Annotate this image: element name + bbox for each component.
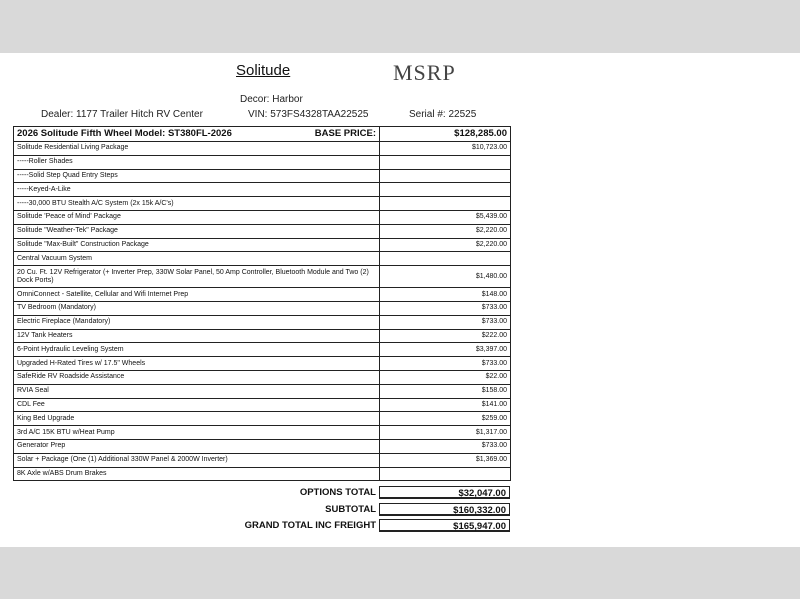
serial-label: Serial #: xyxy=(409,109,446,120)
option-price: $222.00 xyxy=(380,329,511,343)
option-row xyxy=(14,343,511,357)
option-row xyxy=(14,315,511,329)
option-row xyxy=(14,384,511,398)
option-row xyxy=(14,398,511,412)
option-row xyxy=(14,439,511,453)
option-row xyxy=(14,412,511,426)
option-description: RVIA Seal xyxy=(14,384,380,398)
base-price-label: BASE PRICE: xyxy=(314,128,376,139)
base-price: $128,285.00 xyxy=(380,127,511,142)
model-name: 2026 Solitude Fifth Wheel Model: ST380FL-2026 xyxy=(17,128,232,139)
option-description: -----Keyed-A-Like xyxy=(14,183,380,197)
option-price: $733.00 xyxy=(380,439,511,453)
option-price: $1,317.00 xyxy=(380,426,511,440)
option-row xyxy=(14,224,511,238)
option-description: Solitude "Max-Built" Construction Package xyxy=(14,238,380,252)
option-description: Electric Fireplace (Mandatory) xyxy=(14,315,380,329)
msrp-sheet xyxy=(0,53,800,547)
option-description: Solitude 'Peace of Mind' Package xyxy=(14,210,380,224)
option-price: $259.00 xyxy=(380,412,511,426)
option-price: $2,220.00 xyxy=(380,224,511,238)
option-row xyxy=(14,288,511,302)
option-row xyxy=(14,155,511,169)
option-description: 12V Tank Heaters xyxy=(14,329,380,343)
decor-line xyxy=(240,94,303,105)
option-description: 3rd A/C 15K BTU w/Heat Pump xyxy=(14,426,380,440)
option-row xyxy=(14,238,511,252)
option-price: $2,220.00 xyxy=(380,238,511,252)
decor-value: Harbor xyxy=(272,94,303,105)
option-row xyxy=(14,142,511,156)
options-total-value: $32,047.00 xyxy=(379,486,510,499)
option-price: $1,480.00 xyxy=(380,266,511,288)
option-price: $3,397.00 xyxy=(380,343,511,357)
vin-label: VIN: xyxy=(248,109,268,120)
option-row xyxy=(14,426,511,440)
grand-total-value: $165,947.00 xyxy=(379,519,510,532)
dealer-label: Dealer: xyxy=(41,109,74,120)
option-row xyxy=(14,370,511,384)
option-description: Solar + Package (One (1) Additional 330W Panel & 2000W Inverter) xyxy=(14,453,380,467)
option-row xyxy=(14,252,511,266)
grand-total-label: GRAND TOTAL INC FREIGHT xyxy=(244,520,376,531)
option-price: $733.00 xyxy=(380,315,511,329)
option-row xyxy=(14,467,511,481)
option-row xyxy=(14,210,511,224)
option-row xyxy=(14,357,511,371)
options-total-row xyxy=(13,486,511,500)
option-description: Central Vacuum System xyxy=(14,252,380,266)
subtotal-row xyxy=(13,503,511,517)
option-description: 8K Axle w/ABS Drum Brakes xyxy=(14,467,380,481)
option-description: CDL Fee xyxy=(14,398,380,412)
option-price xyxy=(380,197,511,211)
serial-value: 22525 xyxy=(448,109,477,120)
option-price xyxy=(380,169,511,183)
vin-value: 573FS4328TAA22525 xyxy=(270,109,369,120)
subtotal-value: $160,332.00 xyxy=(379,503,510,516)
option-row xyxy=(14,197,511,211)
option-description: OmniConnect - Satellite, Cellular and Wifi Internet Prep xyxy=(14,288,380,302)
document-type: MSRP xyxy=(393,60,456,85)
option-price: $733.00 xyxy=(380,301,511,315)
grand-total-row xyxy=(13,519,511,533)
logo-fragment xyxy=(180,53,350,57)
option-price: $10,723.00 xyxy=(380,142,511,156)
option-price xyxy=(380,155,511,169)
option-price xyxy=(380,467,511,481)
dealer-value: 1177 Trailer Hitch RV Center xyxy=(76,109,203,120)
option-description: 20 Cu. Ft. 12V Refrigerator (+ Inverter Prep, 330W Solar Panel, 50 Amp Controller, Bluetooth Module and Two (2) Dock Ports) xyxy=(14,266,380,288)
option-description: Solitude "Weather-Tek" Package xyxy=(14,224,380,238)
option-description: -----Roller Shades xyxy=(14,155,380,169)
option-description: -----30,000 BTU Stealth A/C System (2x 15k A/C's) xyxy=(14,197,380,211)
decor-label: Decor: xyxy=(240,94,270,105)
model-cell xyxy=(14,127,380,142)
option-row xyxy=(14,266,511,288)
option-row xyxy=(14,169,511,183)
option-price: $1,369.00 xyxy=(380,453,511,467)
options-table xyxy=(13,126,511,481)
option-row xyxy=(14,453,511,467)
option-description: SafeRide RV Roadside Assistance xyxy=(14,370,380,384)
option-description: Generator Prep xyxy=(14,439,380,453)
options-total-label: OPTIONS TOTAL xyxy=(299,487,376,498)
option-price xyxy=(380,252,511,266)
subtotal-label: SUBTOTAL xyxy=(325,504,376,515)
option-description: TV Bedroom (Mandatory) xyxy=(14,301,380,315)
option-row xyxy=(14,301,511,315)
option-price: $22.00 xyxy=(380,370,511,384)
option-description: 6-Point Hydraulic Leveling System xyxy=(14,343,380,357)
option-row xyxy=(14,329,511,343)
option-price: $733.00 xyxy=(380,357,511,371)
brand-title: Solitude xyxy=(236,62,291,79)
dealer-line xyxy=(41,109,203,120)
option-price: $141.00 xyxy=(380,398,511,412)
vin-line xyxy=(248,109,368,120)
option-description: Upgraded H-Rated Tires w/ 17.5" Wheels xyxy=(14,357,380,371)
option-price: $158.00 xyxy=(380,384,511,398)
option-price xyxy=(380,183,511,197)
option-description: King Bed Upgrade xyxy=(14,412,380,426)
model-row xyxy=(14,127,511,142)
option-row xyxy=(14,183,511,197)
option-description: Solitude Residential Living Package xyxy=(14,142,380,156)
option-price: $148.00 xyxy=(380,288,511,302)
option-price: $5,439.00 xyxy=(380,210,511,224)
serial-line xyxy=(409,109,476,120)
option-description: -----Solid Step Quad Entry Steps xyxy=(14,169,380,183)
